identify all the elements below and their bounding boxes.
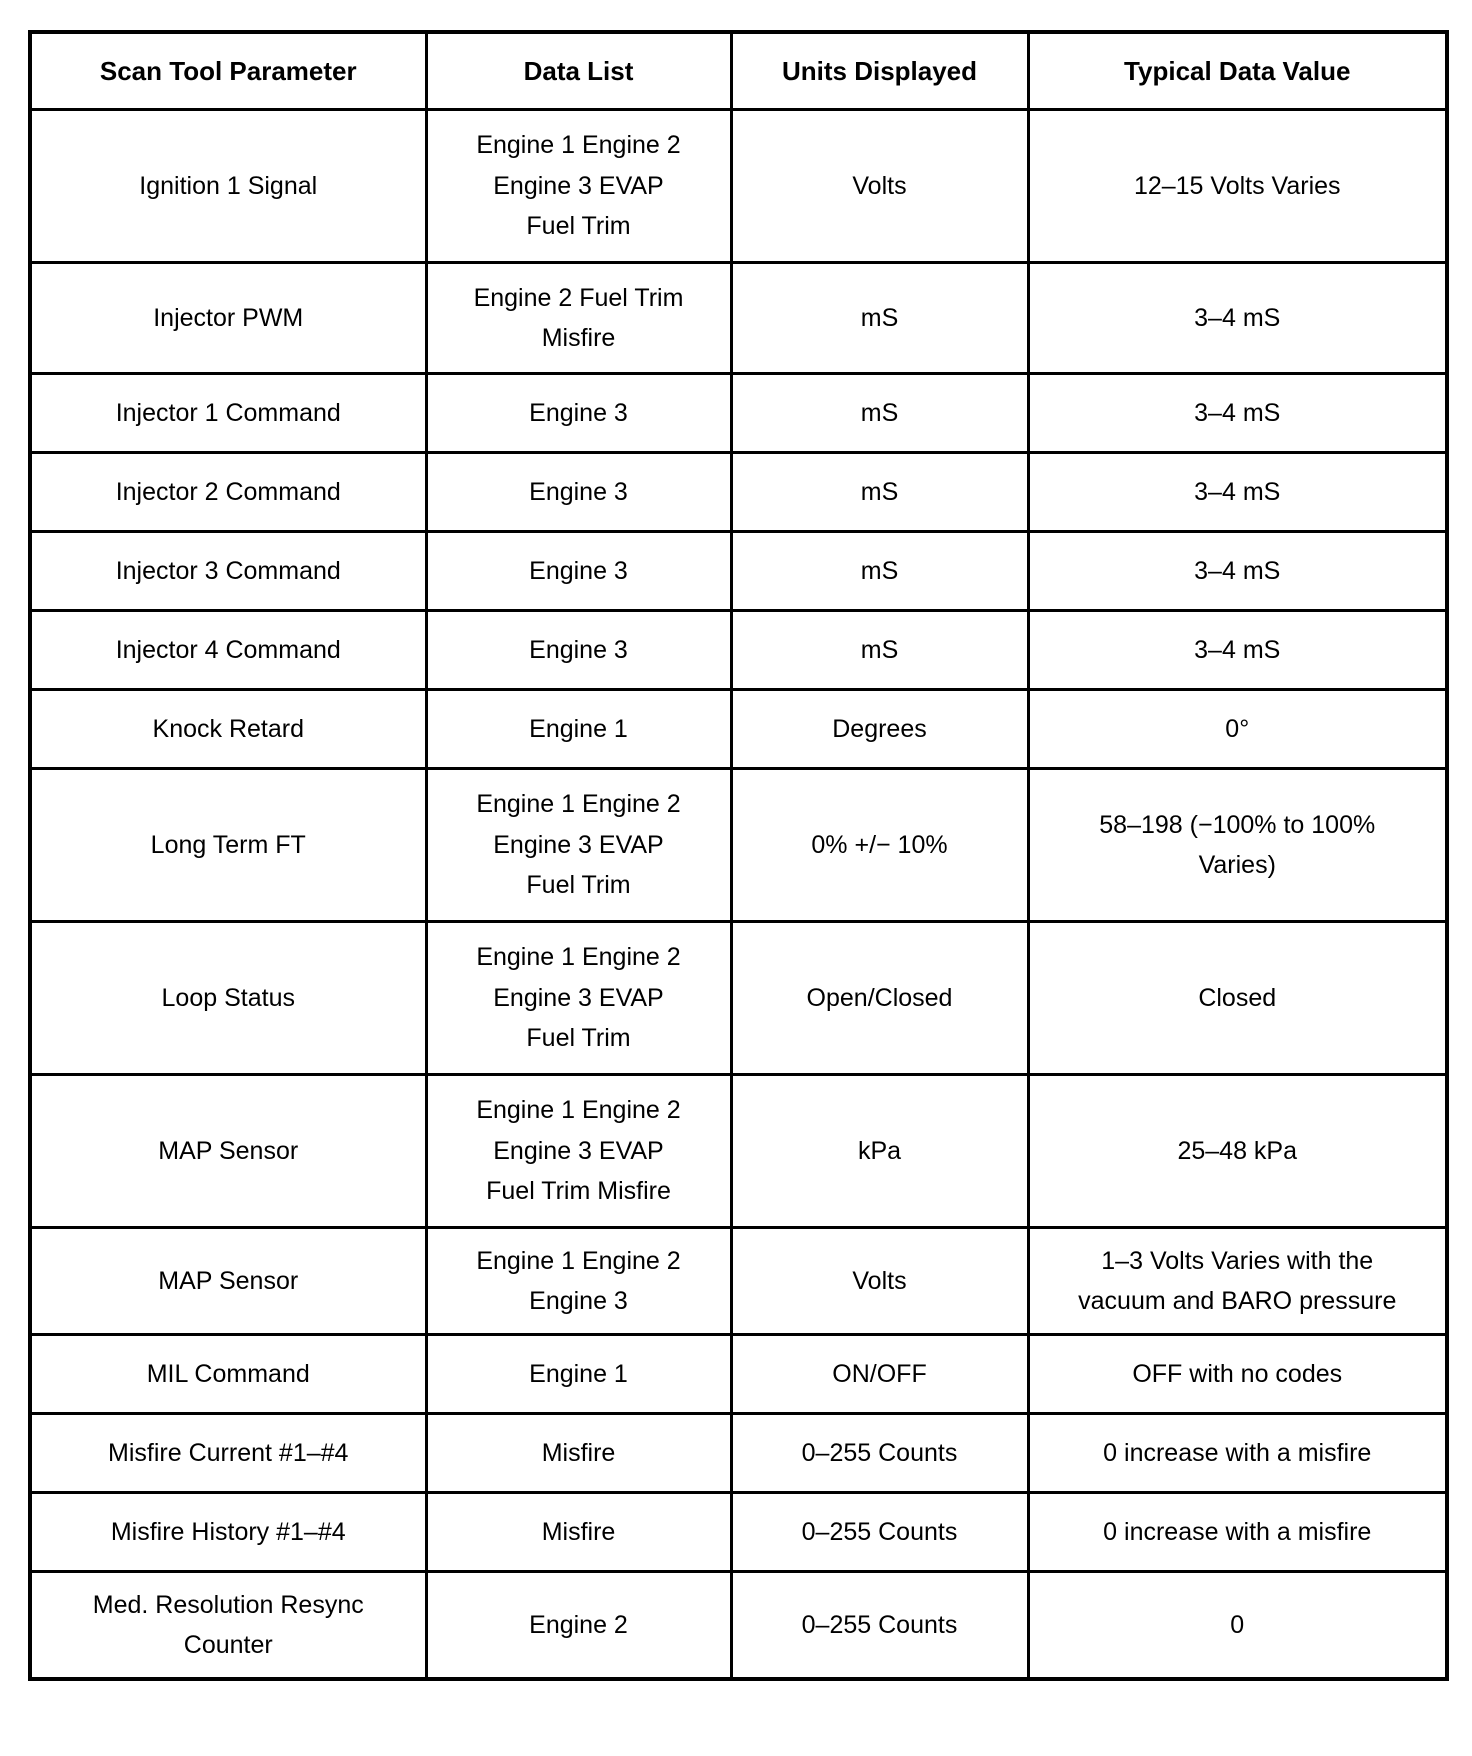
cell-data-list: Engine 1 Engine 2 Engine 3 EVAP Fuel Trim <box>426 922 731 1075</box>
cell-data-list: Engine 3 <box>426 374 731 453</box>
cell-scan-tool-parameter: MAP Sensor <box>30 1075 426 1228</box>
cell-typical-data-value: 3–4 mS <box>1028 611 1447 690</box>
cell-typical-data-value: 25–48 kPa <box>1028 1075 1447 1228</box>
cell-units-displayed: Volts <box>731 1228 1028 1335</box>
cell-units-displayed: kPa <box>731 1075 1028 1228</box>
cell-data-list: Engine 1 <box>426 1335 731 1414</box>
table-row <box>30 374 1447 453</box>
cell-scan-tool-parameter: Injector 1 Command <box>30 374 426 453</box>
cell-data-list: Engine 2 Fuel Trim Misfire <box>426 263 731 374</box>
cell-scan-tool-parameter: Ignition 1 Signal <box>30 110 426 263</box>
table-body <box>30 110 1447 1680</box>
cell-data-list: Engine 2 <box>426 1572 731 1680</box>
column-header-units-displayed: Units Displayed <box>731 32 1028 110</box>
cell-units-displayed: 0–255 Counts <box>731 1414 1028 1493</box>
column-header-typical-data-value: Typical Data Value <box>1028 32 1447 110</box>
cell-typical-data-value: 58–198 (−100% to 100% Varies) <box>1028 769 1447 922</box>
cell-scan-tool-parameter: Injector 4 Command <box>30 611 426 690</box>
table-row <box>30 532 1447 611</box>
table-row <box>30 611 1447 690</box>
table-row <box>30 1075 1447 1228</box>
cell-data-list: Engine 1 Engine 2 Engine 3 EVAP Fuel Trim Misfire <box>426 1075 731 1228</box>
cell-typical-data-value: 0 <box>1028 1572 1447 1680</box>
cell-scan-tool-parameter: Injector 3 Command <box>30 532 426 611</box>
cell-data-list: Misfire <box>426 1493 731 1572</box>
table-row <box>30 769 1447 922</box>
cell-scan-tool-parameter: Misfire History #1–#4 <box>30 1493 426 1572</box>
cell-units-displayed: mS <box>731 532 1028 611</box>
table-row <box>30 1335 1447 1414</box>
cell-data-list: Engine 3 <box>426 532 731 611</box>
cell-units-displayed: mS <box>731 263 1028 374</box>
cell-typical-data-value: 3–4 mS <box>1028 532 1447 611</box>
scan-tool-parameter-table <box>28 30 1449 1681</box>
cell-data-list: Misfire <box>426 1414 731 1493</box>
cell-scan-tool-parameter: Med. Resolution Resync Counter <box>30 1572 426 1680</box>
cell-typical-data-value: 3–4 mS <box>1028 453 1447 532</box>
cell-units-displayed: 0% +/− 10% <box>731 769 1028 922</box>
cell-typical-data-value: Closed <box>1028 922 1447 1075</box>
table-header-row <box>30 32 1447 110</box>
table-row <box>30 453 1447 532</box>
cell-units-displayed: Degrees <box>731 690 1028 769</box>
table-row <box>30 1414 1447 1493</box>
cell-typical-data-value: 0° <box>1028 690 1447 769</box>
cell-typical-data-value: 3–4 mS <box>1028 374 1447 453</box>
cell-units-displayed: ON/OFF <box>731 1335 1028 1414</box>
column-header-data-list: Data List <box>426 32 731 110</box>
table-header <box>30 32 1447 110</box>
cell-scan-tool-parameter: Knock Retard <box>30 690 426 769</box>
cell-units-displayed: 0–255 Counts <box>731 1572 1028 1680</box>
table-row <box>30 110 1447 263</box>
cell-scan-tool-parameter: Injector PWM <box>30 263 426 374</box>
table-row <box>30 922 1447 1075</box>
cell-scan-tool-parameter: MAP Sensor <box>30 1228 426 1335</box>
cell-data-list: Engine 1 Engine 2 Engine 3 EVAP Fuel Trim <box>426 769 731 922</box>
cell-scan-tool-parameter: Long Term FT <box>30 769 426 922</box>
cell-data-list: Engine 1 <box>426 690 731 769</box>
table-row <box>30 1493 1447 1572</box>
table-row <box>30 1228 1447 1335</box>
cell-data-list: Engine 1 Engine 2 Engine 3 EVAP Fuel Trim <box>426 110 731 263</box>
cell-data-list: Engine 1 Engine 2 Engine 3 <box>426 1228 731 1335</box>
cell-units-displayed: Volts <box>731 110 1028 263</box>
cell-data-list: Engine 3 <box>426 453 731 532</box>
cell-units-displayed: mS <box>731 453 1028 532</box>
cell-scan-tool-parameter: MIL Command <box>30 1335 426 1414</box>
cell-units-displayed: 0–255 Counts <box>731 1493 1028 1572</box>
table-row <box>30 1572 1447 1680</box>
column-header-scan-tool-parameter: Scan Tool Parameter <box>30 32 426 110</box>
table-row <box>30 690 1447 769</box>
cell-data-list: Engine 3 <box>426 611 731 690</box>
cell-typical-data-value: 0 increase with a misfire <box>1028 1493 1447 1572</box>
cell-units-displayed: mS <box>731 374 1028 453</box>
cell-scan-tool-parameter: Loop Status <box>30 922 426 1075</box>
cell-typical-data-value: 0 increase with a misfire <box>1028 1414 1447 1493</box>
cell-scan-tool-parameter: Misfire Current #1–#4 <box>30 1414 426 1493</box>
cell-typical-data-value: 3–4 mS <box>1028 263 1447 374</box>
cell-units-displayed: mS <box>731 611 1028 690</box>
cell-typical-data-value: 12–15 Volts Varies <box>1028 110 1447 263</box>
cell-typical-data-value: OFF with no codes <box>1028 1335 1447 1414</box>
cell-typical-data-value: 1–3 Volts Varies with the vacuum and BARO pressure <box>1028 1228 1447 1335</box>
cell-scan-tool-parameter: Injector 2 Command <box>30 453 426 532</box>
table-row <box>30 263 1447 374</box>
cell-units-displayed: Open/Closed <box>731 922 1028 1075</box>
